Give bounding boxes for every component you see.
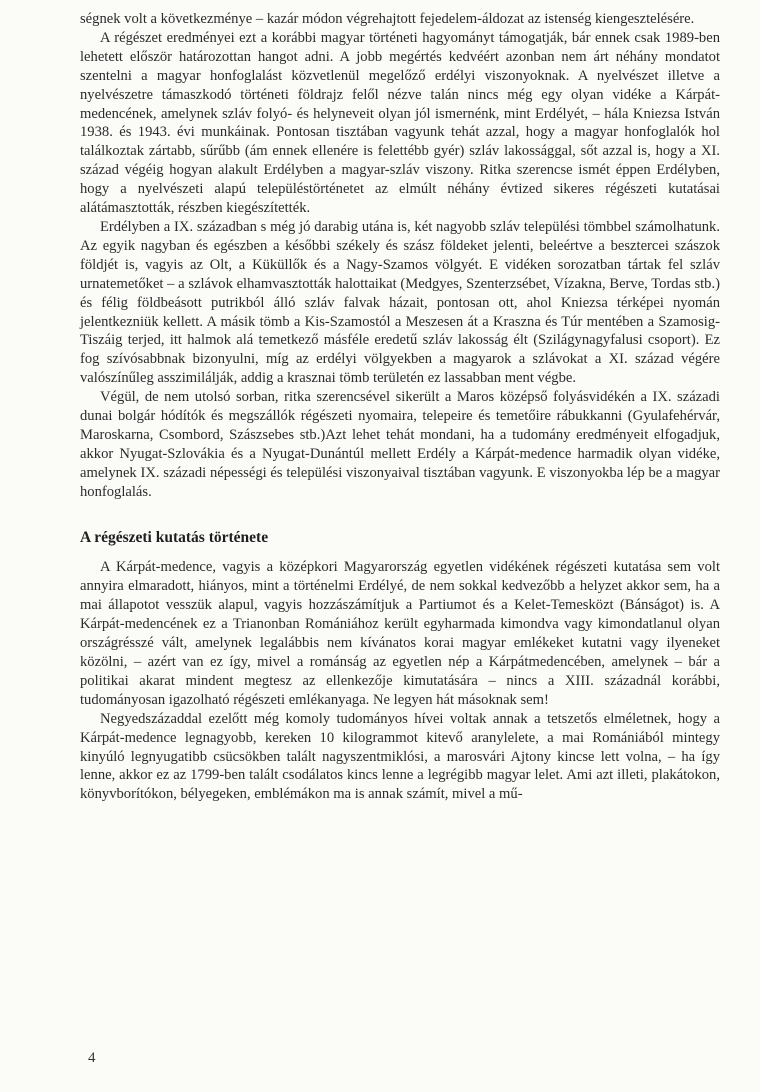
paragraph-continuation: ségnek volt a következménye – kazár módon végrehajtott fejedelem-áldozat az istenség kiengesztelésére. — [80, 11, 695, 27]
page-number: 4 — [88, 1050, 96, 1066]
text-page — [80, 10, 720, 804]
paragraph: A Kárpát-medence, vagyis a középkori Magyarország egyetlen vidékének régészeti kutatása sem volt annyira elmaradott, hiányos, mint a történelmi Erdélyé, de nem sokkal kedvezőbb a helyzet akkor sem, ha a mai állapotot vesszük alapul, vagyis hozzászámítjuk a Partiumot és a Kelet-Temesközt (Bánságot) is. A Kárpát-medencének ez a Trianonban Romániához került egyharmada kimondva vagy kimondatlanul olyan országrésszé vált, amelynek legalábbis nem kívánatos korai magyar emlékeket kutatni vagy ilyeneket közölni, – azért van ez így, mivel a románság az egyetlen nép a Kárpátmedencében, amelynek – bár a politikai akarat mindent megtesz az ellenkezője kimutatására – nincs a XIII. századnál korábbi, tudományosan igazolható régészeti emlékanyaga. Ne legyen hát másoknak sem! — [80, 559, 720, 708]
paragraph: Végül, de nem utolsó sorban, ritka szerencsével sikerült a Maros középső folyásvidékén a IX. századi dunai bolgár hódítók és megszállók régészeti nyomaira, telepeire és temetőire rábukkanni (Gyulafehérvár, Maroskarna, Csombord, Szászsebes stb.)Azt lehet tehát mondani, ha a tudomány eredményeit elfogadjuk, akkor Nyugat-Szlovákia és a Nyugat-Dunántúl mellett Erdély a Kárpát-medence harmadik olyan vidéke, amelynek IX. századi népességi és települési viszonyaival tisztában vagyunk. E viszonyokba lép be a magyar honfoglalás. — [80, 389, 720, 500]
paragraph: Erdélyben a IX. században s még jó darabig utána is, két nagyobb szláv települési tömbbel számolhatunk. Az egyik nagyban és egészben a későbbi székely és szász földeket jelenti, beleértve a besztercei szászok földjét is, vagyis az Olt, a Küküllők és a Nagy-Szamos völgyét. E vidéken sorozatban tártak fel szláv urnatemetőket – a szlávok elhamvasztották halottaikat (Medgyes, Szenterzsébet, Vízakna, Berve, Tordas stb.) és félig földbeásott putrikból álló szláv falvak házait, pontosan ott, ahol Kniezsa térképei nyomán jelentkezniük kellett. A másik tömb a Kis-Szamostól a Meszesen át a Kraszna és Túr mentében a Szamosig-Tiszáig terjed, itt halmok alá temetkező másféle eredetű szláv lakosság élt (Szilágynagyfalusi csoport). Ez fog szívósabbnak bizonyulni, míg az erdélyi völgyekben a magyarok a szlávokat a XI. század végére valószínűleg asszimilálják, addig a krasznai tömb területén ez lassabban ment végbe. — [80, 218, 720, 387]
section-heading: A régészeti kutatás története — [80, 528, 269, 546]
paragraph: Negyedszázaddal ezelőtt még komoly tudományos hívei voltak annak a tetszetős elméletnek, hogy a Kárpát-medence legnagyobb, kereken 10 kilogrammot kitevő aranylelete, a mai Romániából mintegy kinyúló legnyugatibb csücsökben talált nagyszentmiklósi, a marosvári Ajtony kincse lett volna, – ha így lenne, akkor ez az 1799-ben talált csodálatos kincs lenne a legrégibb magyar lelet. Ami azt illeti, plakátokon, könyvborítókon, bélyegeken, emblémákon ma is annak számít, mivel a mű- — [80, 710, 720, 803]
paragraph: A régészet eredményei ezt a korábbi magyar történeti hagyományt támogatják, bár ennek csak 1989-ben lehetett először határozottan hangot adni. A jobb megértés kedvéért azonban nem árt néhány mondatot szentelni a magyar honfoglalást közvetlenül megelőző erdélyi viszonyoknak. A nyelvészet illetve a nyelvészetre támaszkodó történeti földrajz felől nézve talán nincs még egy olyan vidéke a Kárpát-medencének, amelynek szláv folyó- és helyneveit olyan jól ismernénk, mint Erdélyét, – hála Kniezsa István 1938. és 1943. évi munkáinak. Pontosan tisztában vagyunk tehát azzal, hogy a magyar honfoglalók hol találkoztak zártabb, sűrűbb (ám ennek ellenére is felettébb gyér) szláv lakossággal, sőt azzal is, hogy a XI. század végéig hogyan alakult Erdélyben a magyar-szláv viszony. Ritka szerencse ismét éppen Erdélyben, hogy a nyelvészeti alapú településtörténetet az elmúlt néhány évtized sikeres régészeti kutatásai alátámasztották, részben kiegészítették. — [80, 29, 720, 217]
